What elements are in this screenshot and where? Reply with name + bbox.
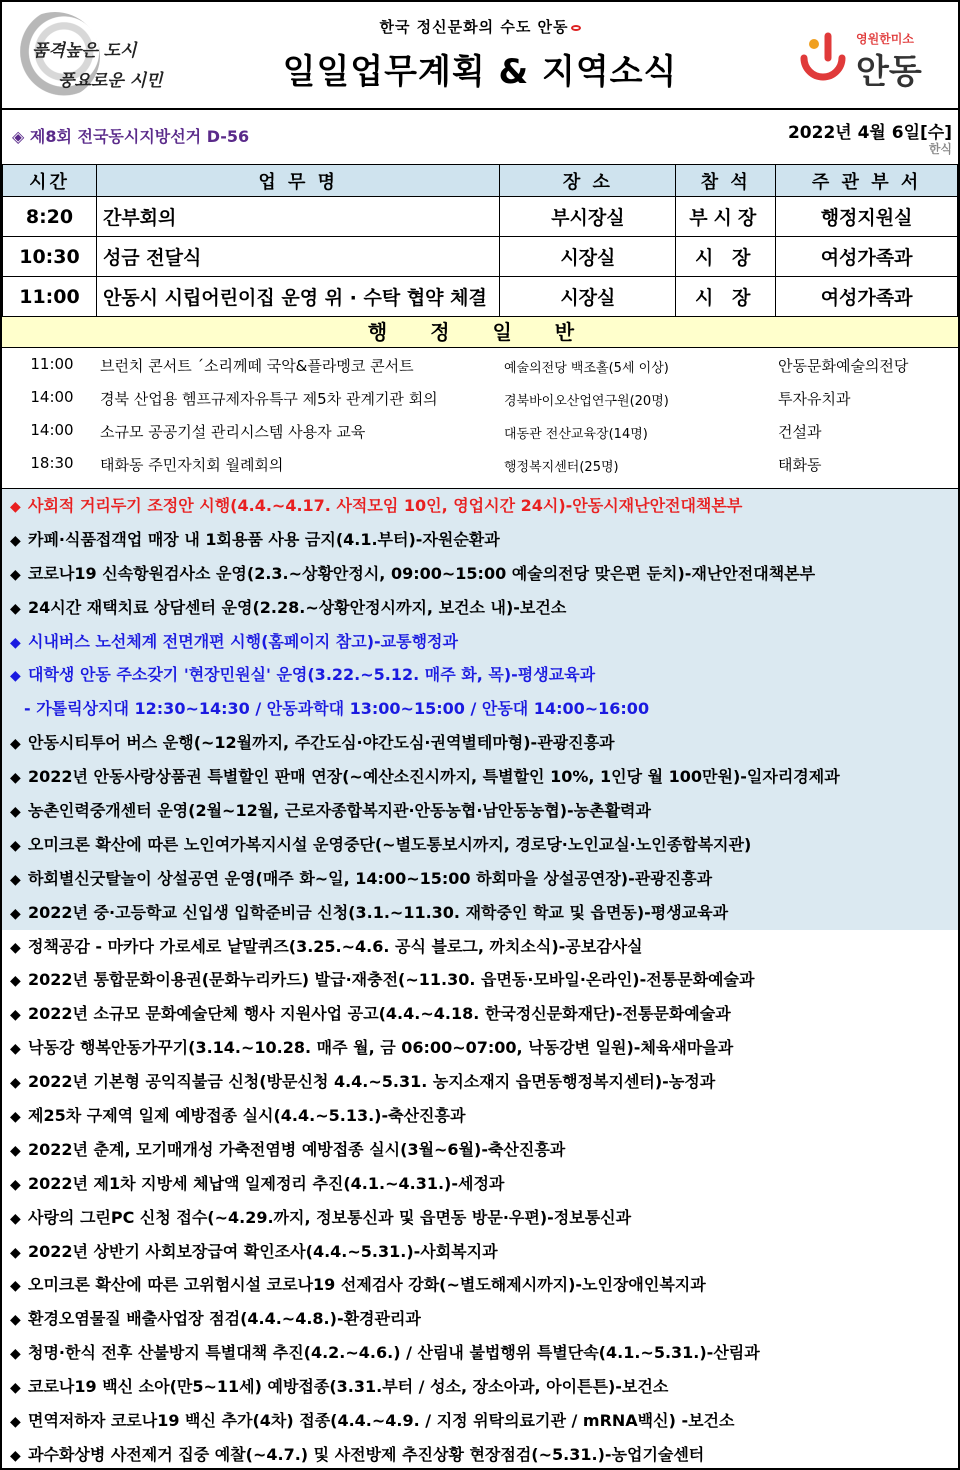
cell-time: 8:20: [3, 197, 97, 237]
cell-place: 부시장실: [500, 197, 676, 237]
news-item: [2, 523, 958, 557]
news-text: 정책공감 - 마카다 가로세로 낱말퀴즈(3.25.~4.6. 공식 블로그, 까치소식)-공보감사실: [28, 936, 643, 956]
brand-name: 안동: [856, 52, 922, 92]
diamond-bullet-icon: ◆: [10, 566, 21, 583]
diamond-bullet-icon: ◆: [10, 736, 21, 753]
diamond-bullet-icon: ◆: [10, 1380, 21, 1397]
admin-dept: 안동문화예술의전당: [778, 357, 909, 375]
news-text: 청명·한식 전후 산불방지 특별대책 추진(4.2.~4.6.) / 산림내 불법행위 특별단속(4.1.~5.31.)-산림과: [28, 1343, 760, 1363]
diamond-bullet-icon: ◆: [10, 1244, 21, 1261]
table-row: [3, 197, 958, 237]
local-news-list: [2, 488, 958, 1470]
news-item: [2, 760, 958, 794]
news-item: [2, 658, 958, 692]
diamond-bullet-icon: ◆: [10, 804, 21, 821]
admin-time: 18:30: [30, 454, 74, 472]
news-item: [2, 963, 958, 997]
col-header-attendee: 참 석: [676, 165, 776, 197]
news-text: 2022년 상반기 사회보장급여 확인조사(4.4.~5.31.)-사회복지과: [28, 1241, 498, 1261]
news-text: 오미크론 확산에 따른 노인여가복지시설 운영중단(~별도통보시까지, 경로당·노인교실·노인종합복지관): [28, 834, 752, 854]
diamond-bullet-icon: ◆: [10, 499, 21, 515]
news-item: [2, 1167, 958, 1201]
news-item: [2, 828, 958, 862]
news-item: [2, 896, 958, 930]
cell-dept: 행정지원실: [776, 197, 958, 237]
news-item: [2, 489, 958, 523]
brand-tagline: 영원한미소: [856, 32, 914, 46]
news-text: 안동시티투어 버스 운행(~12월까지, 주간도심·야간도심·권역별테마형)-관광진흥과: [28, 733, 615, 753]
news-text: 대학생 안동 주소갖기 '현장민원실' 운영(3.22.~5.12. 매주 화, 목)-평생교육과: [28, 665, 596, 685]
news-text: 코로나19 신속항원검사소 운영(2.3.~상황안정시, 09:00~15:00 예술의전당 맞은편 둔치)-재난안전대책본부: [28, 563, 816, 583]
diamond-bullet-icon: ◆: [10, 1041, 21, 1058]
diamond-bullet-icon: ◆: [10, 1210, 21, 1227]
news-text: 2022년 중·고등학교 신입생 입학준비금 신청(3.1.~11.30. 재학중인 학교 및 읍면동)-평생교육과: [28, 902, 729, 922]
news-item: [2, 930, 958, 964]
table-row: [3, 237, 958, 277]
news-text: 2022년 기본형 공익직불금 신청(방문신청 4.4.~5.31. 농지소재지 읍면동행정복지센터)-농정과: [28, 1072, 716, 1092]
diamond-bullet-icon: ◆: [10, 668, 21, 685]
list-item: [2, 414, 958, 447]
cell-attendee: 부시장: [676, 197, 776, 237]
news-text: 면역저하자 코로나19 백신 추가(4차) 접종(4.4.~4.9. / 지정 위탁의료기관 / mRNA백신) -보건소: [28, 1411, 735, 1431]
news-item: [2, 591, 958, 625]
news-text: 2022년 제1차 지방세 체납액 일제정리 추진(4.1.~4.31.)-세정과: [28, 1173, 505, 1193]
admin-dept: 건설과: [778, 423, 822, 441]
news-item: [2, 1031, 958, 1065]
subtitle-text: 한국 정신문화의 수도 안동: [379, 18, 569, 36]
cell-time: 11:00: [3, 277, 97, 317]
news-text: 농촌인력중개센터 운영(2월~12월, 근로자종합복지관·안동농협·남안동농협)-농촌활력과: [28, 801, 651, 821]
diamond-bullet-icon: ◆: [10, 1109, 21, 1126]
table-row: [3, 277, 958, 317]
diamond-bullet-icon: ◆: [10, 600, 21, 617]
diamond-bullet-icon: ◆: [10, 1142, 21, 1159]
news-item: [2, 692, 958, 726]
report-date: 2022년 4월 6일[수]: [787, 123, 952, 143]
diamond-bullet-icon: ◆: [10, 1278, 21, 1295]
slogan-line-1: 품격높은 도시: [32, 41, 137, 61]
news-text: 사회적 거리두기 조정안 시행(4.4.~4.17. 사적모임 10인, 영업시간 24시)-안동시재난안전대책본부: [28, 496, 743, 515]
diamond-bullet-icon: ◆: [10, 837, 21, 854]
news-text: 카페·식품접객업 매장 내 1회용품 사용 금지(4.1.부터)-자원순환과: [28, 529, 500, 549]
diamond-bullet-icon: ◆: [10, 905, 21, 922]
cell-time: 10:30: [3, 237, 97, 277]
news-text: 사랑의 그린PC 신청 접수(~4.29.까지, 정보통신과 및 읍면동 방문·우편)-정보통신과: [28, 1207, 632, 1227]
cell-task: 안동시 시립어린이집 운영 위 · 수탁 협약 체결: [96, 277, 500, 317]
diamond-bullet-icon: ◆: [10, 1075, 21, 1092]
diamond-bullet-icon: ◆: [10, 871, 21, 888]
news-text: 2022년 소규모 문화예술단체 행사 지원사업 공고(4.4.~4.18. 한국정신문화재단)-전통문화예술과: [28, 1004, 731, 1024]
news-text: 24시간 재택치료 상담센터 운영(2.28.~상황안정시까지, 보건소 내)-보건소: [28, 597, 567, 617]
admin-task: 태화동 주민자치회 월례회의: [100, 456, 284, 474]
news-text: 2022년 춘계, 모기매개성 가축전염병 예방접종 실시(3월~6월)-축산진흥과: [28, 1139, 566, 1159]
diamond-bullet-icon: ◆: [10, 770, 21, 787]
admin-place: 대동관 전산교육장(14명): [504, 427, 648, 442]
cell-attendee: 시 장: [676, 277, 776, 317]
admin-time: 11:00: [30, 355, 74, 373]
diamond-bullet-icon: ◆: [10, 1414, 21, 1431]
news-item: [2, 1268, 958, 1302]
news-text: 오미크론 확산에 따른 고위험시설 코로나19 선제검사 강화(~별도해제시까지)-노인장애인복지과: [28, 1275, 706, 1295]
cell-place: 시장실: [500, 237, 676, 277]
cell-dept: 여성가족과: [776, 277, 958, 317]
diamond-bullet-icon: ◆: [10, 1447, 21, 1464]
news-item: [2, 862, 958, 896]
news-text: 낙동강 행복안동가꾸기(3.14.~10.28. 매주 월, 금 06:00~07:00, 낙동강변 일원)-체육새마을과: [28, 1038, 734, 1058]
news-text: - 가톨릭상지대 12:30~14:30 / 안동과학대 13:00~15:00 / 안동대 14:00~16:00: [24, 699, 650, 719]
news-item: [2, 1133, 958, 1167]
news-item: [2, 1336, 958, 1370]
andong-brand-logo: [794, 22, 944, 92]
admin-place: 행정복지센터(25명): [504, 460, 619, 475]
diamond-bullet-icon: ◆: [10, 1007, 21, 1024]
diamond-bullet-icon: ◆: [10, 532, 21, 549]
andong-smile-icon: [794, 28, 852, 86]
admin-task: 브런치 콘서트 ´소리께떼 국악&플라멩코 콘서트: [100, 357, 414, 375]
smile-mark-icon: [571, 25, 581, 31]
election-countdown: ◈ 제8회 전국동시지방선거 D-56: [12, 127, 250, 146]
news-text: 환경오염물질 배출사업장 점검(4.4.~4.8.)-환경관리과: [28, 1309, 421, 1329]
list-item: [2, 348, 958, 381]
news-text: 2022년 안동사랑상품권 특별할인 판매 연장(~예산소진시까지, 특별할인 10%, 1인당 월 100만원)-일자리경제과: [28, 767, 840, 787]
admin-dept: 투자유치과: [778, 390, 851, 408]
admin-place: 경북바이오산업연구원(20명): [504, 394, 669, 409]
admin-place: 예술의전당 백조홀(5세 이상): [504, 361, 669, 376]
news-item: [2, 1404, 958, 1438]
cell-task: 성금 전달식: [96, 237, 500, 277]
news-item: [2, 1235, 958, 1269]
cell-dept: 여성가족과: [776, 237, 958, 277]
col-header-place: 장 소: [500, 165, 676, 197]
cell-place: 시장실: [500, 277, 676, 317]
admin-task: 소규모 공공기설 관리시스템 사용자 교육: [100, 423, 366, 441]
holiday-note: 한식: [928, 142, 952, 156]
news-text: 코로나19 백신 소아(만5~11세) 예방접종(3.31.부터 / 성소, 장소아과, 아이튼튼)-보건소: [28, 1377, 669, 1397]
news-text: 하회별신굿탈놀이 상설공연 운영(매주 화~일, 14:00~15:00 하회마을 상설공연장)-관광진흥과: [28, 868, 713, 888]
diamond-bullet-icon: ◆: [10, 1176, 21, 1193]
admin-list: [2, 348, 958, 488]
diamond-bullet-icon: ◆: [10, 634, 21, 651]
news-item: [2, 794, 958, 828]
admin-time: 14:00: [30, 421, 74, 439]
diamond-bullet-icon: ◆: [10, 973, 21, 990]
news-text: 시내버스 노선체계 전면개편 시행(홈페이지 참고)-교통행정과: [28, 631, 458, 651]
diamond-bullet-icon: ◆: [10, 939, 21, 956]
news-item: [2, 625, 958, 659]
subheader: [2, 112, 958, 164]
list-item: [2, 381, 958, 414]
admin-time: 14:00: [30, 388, 74, 406]
admin-task: 경북 산업용 헴프규제자유특구 제5차 관계기관 회의: [100, 390, 438, 408]
news-item: [2, 557, 958, 591]
slogan-line-2: 풍요로운 시민: [58, 71, 163, 91]
admin-dept: 태화동: [778, 456, 822, 474]
diamond-bullet-icon: ◆: [10, 1312, 21, 1329]
diamond-bullet-icon: ◆: [10, 1346, 21, 1363]
col-header-task: 업 무 명: [96, 165, 500, 197]
news-text: 2022년 통합문화이용권(문화누리카드) 발급·재충전(~11.30. 읍면동·모바일·온라인)-전통문화예술과: [28, 970, 755, 990]
cell-attendee: 시 장: [676, 237, 776, 277]
admin-section-heading: 행 정 일 반: [2, 316, 958, 348]
news-item: [2, 1302, 958, 1336]
news-item: [2, 997, 958, 1031]
news-item: [2, 1099, 958, 1133]
news-text: 제25차 구제역 일제 예방접종 실시(4.4.~5.13.)-축산진흥과: [28, 1106, 466, 1126]
page-title: 일일업무계획 & 지역소식: [282, 52, 678, 92]
col-header-dept: 주 관 부 서: [776, 165, 958, 197]
list-item: [2, 447, 958, 480]
header: [2, 2, 958, 110]
schedule-header-row: [3, 165, 958, 197]
schedule-table: [2, 164, 958, 317]
news-item: [2, 1065, 958, 1099]
news-item: [2, 1201, 958, 1235]
news-item: [2, 1438, 958, 1470]
col-header-time: 시간: [3, 165, 97, 197]
news-text: 과수화상병 사전제거 집중 예찰(~4.7.) 및 사전방제 추진상황 현장점검(~5.31.)-농업기술센터: [28, 1444, 705, 1464]
cell-task: 간부회의: [96, 197, 500, 237]
news-item: [2, 726, 958, 760]
news-item: [2, 1370, 958, 1404]
